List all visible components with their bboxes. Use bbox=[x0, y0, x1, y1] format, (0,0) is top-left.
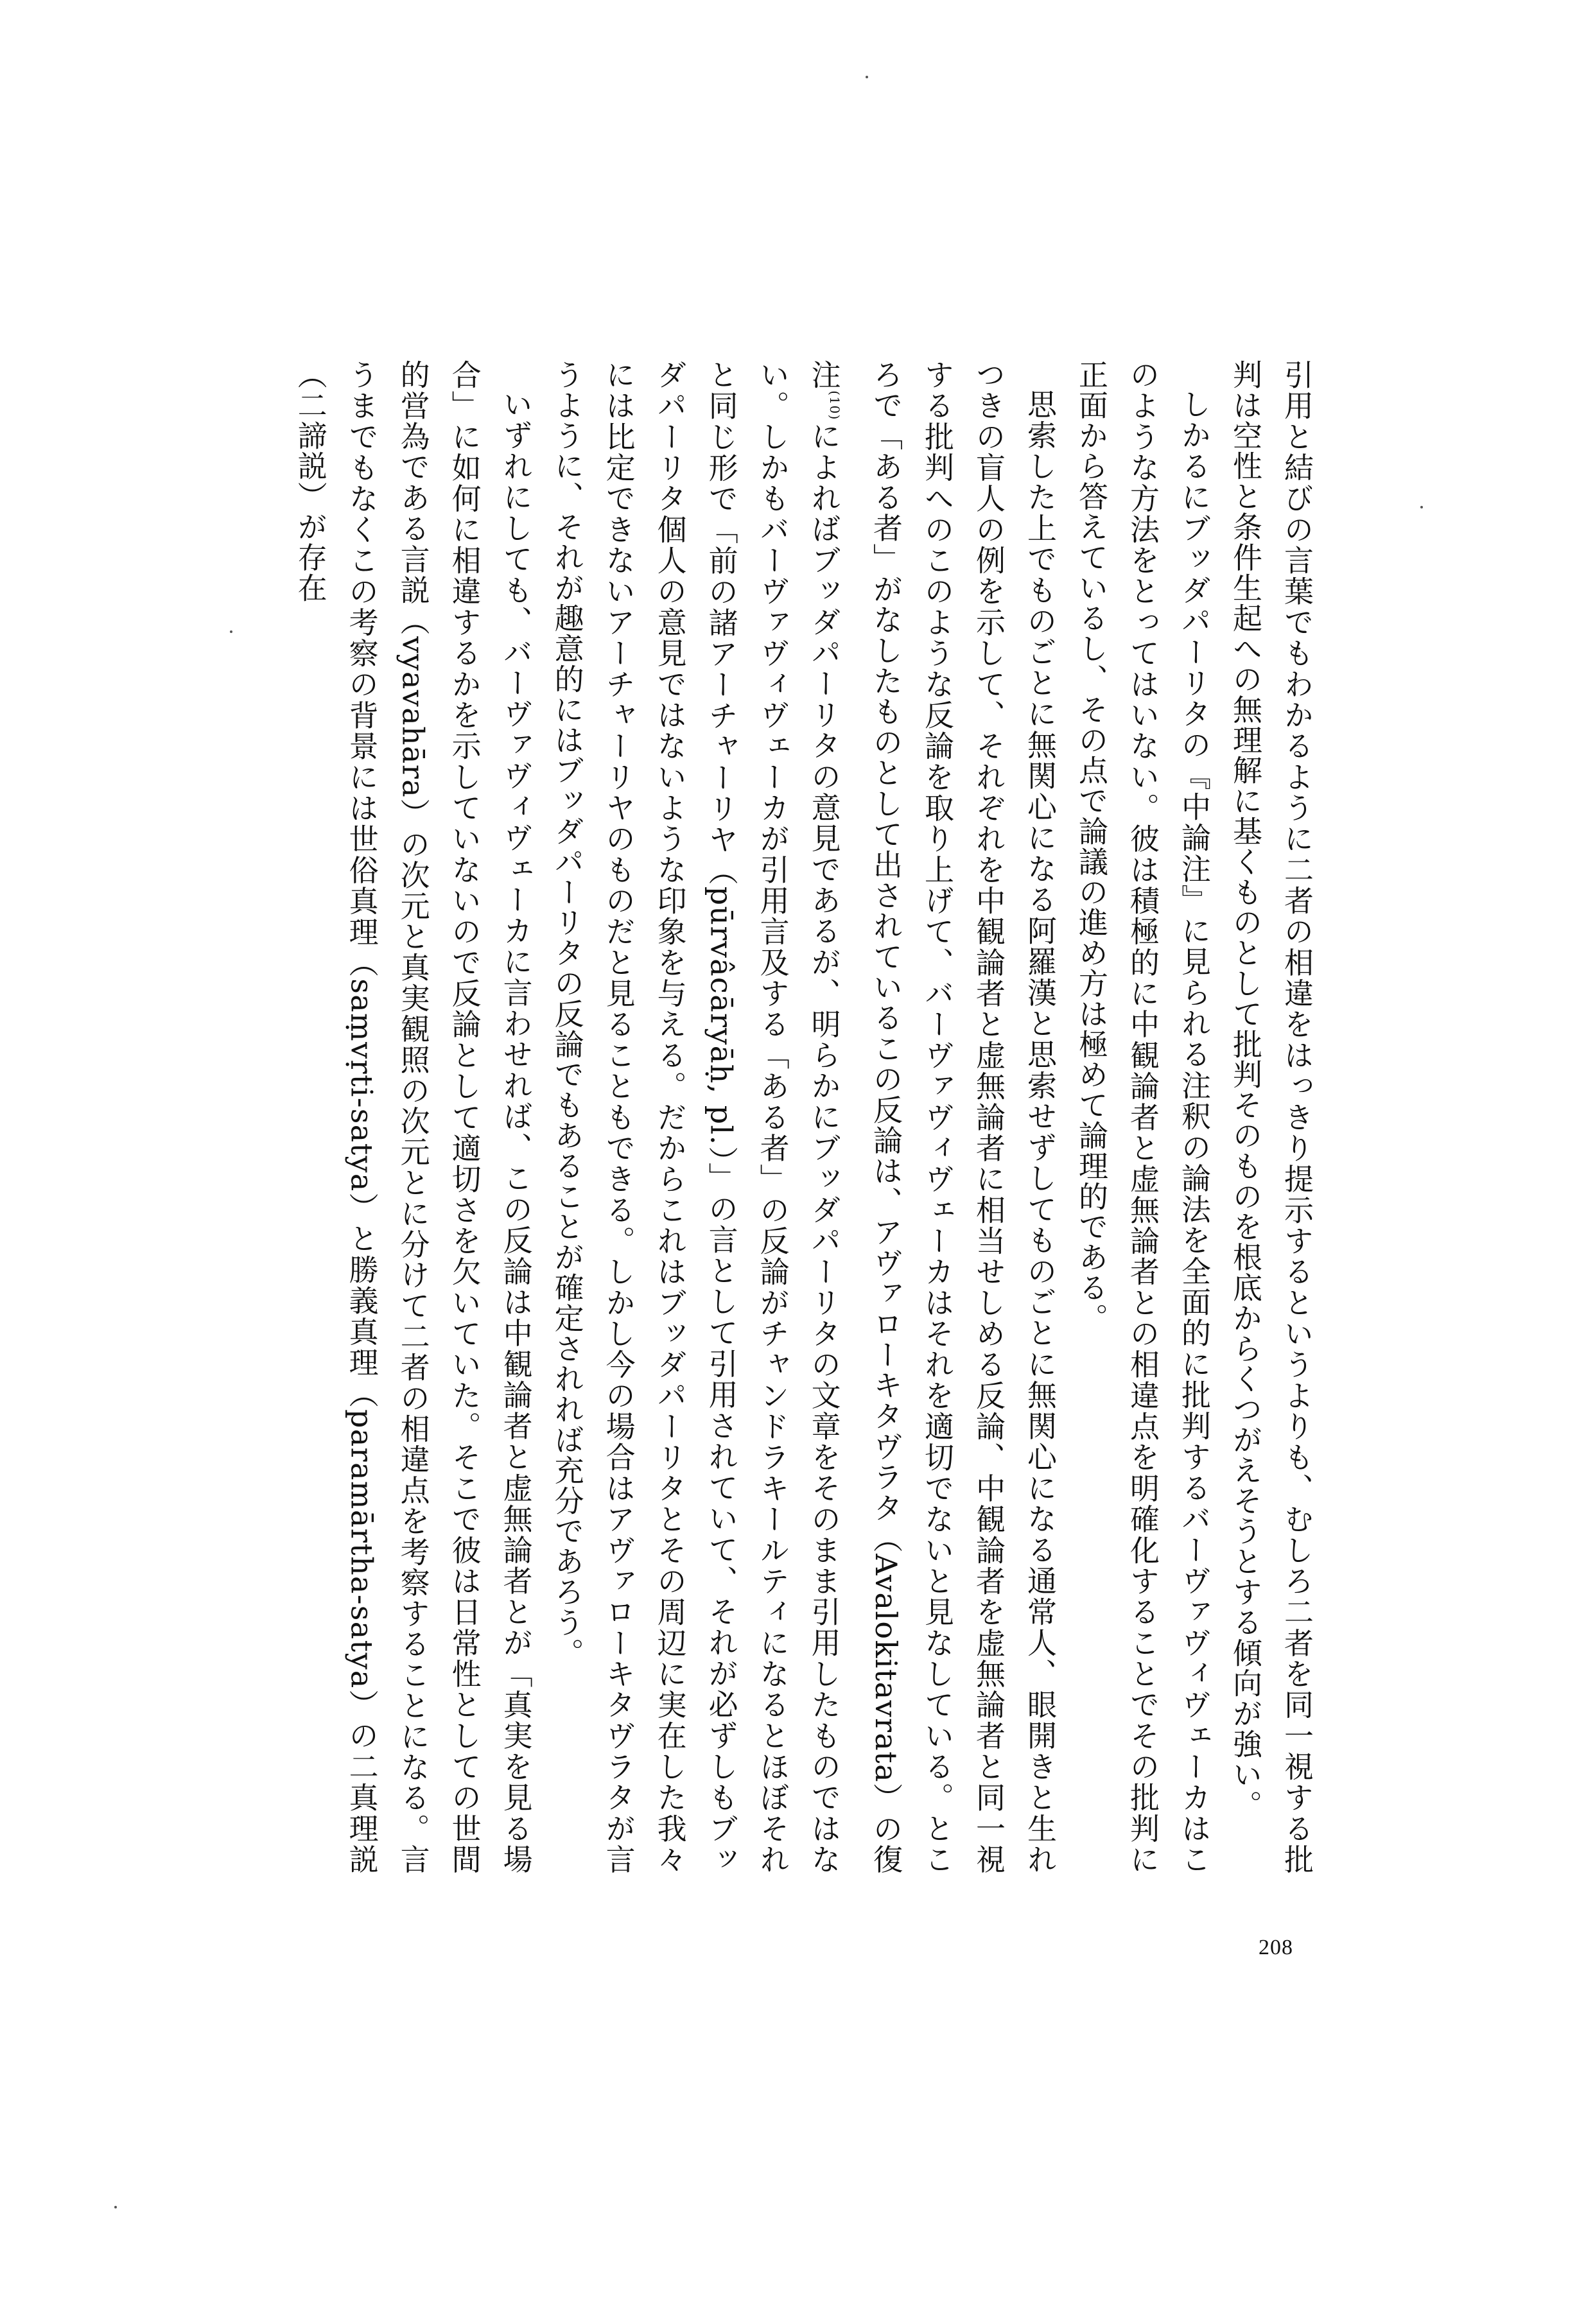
paragraph-3-text-after-note: によればブッダパーリタの意見であるが、明らかにブッダパーリタの文章をそのまま引用したものではない。しかもバーヴァヴィヴェーカが引用言及する「ある者」の反論がチャンドラキールティになるとほぼそれと同じ形で「前の諸アーチャーリヤ（pūrvâcāryāḥ, pl.）」の言として引用されていて、それが必ずしもブッダパーリタ個人の意見ではないような印象を与える。だからこれはブッダパーリタとその周辺に実在した我々には比定できないアーチャーリヤのものだと見ることもできる。しかし今の場合はアヴァローキタヴラタが言うように、それが趣意的にはブッダパーリタの反論でもあることが確定されれば充分であろう。 bbox=[550, 360, 842, 1875]
scan-speck bbox=[866, 76, 868, 78]
scan-speck bbox=[114, 2206, 117, 2208]
paragraph-4-text: いずれにしても、バーヴァヴィヴェーカに言わせれば、この反論は中観論者と虚無論者とが「真実を見る場合」に如何に相違するかを示していないので反論として適切さを欠いていた。そこで彼は日常性としての世間的営為である言説（vyavahāra）の次元と真実観照の次元とに分けて二者の相違点を考察することになる。言うまでもなくこの考察の背景には世俗真理（saṃvṛti-satya）と勝義真理（paramārtha-satya）の二真理説（二諦説）が存在 bbox=[293, 360, 534, 1875]
scan-speck bbox=[230, 630, 232, 633]
paragraph-4 bbox=[285, 360, 542, 1875]
paragraph-1 bbox=[1220, 360, 1323, 1875]
vertical-text-block bbox=[257, 360, 1323, 1875]
scan-speck bbox=[1420, 506, 1423, 508]
page-number: 208 bbox=[1259, 1936, 1293, 1959]
paragraph-3-text-before-note: 思索した上でものごとに無関心になる阿羅漢と思索せずしてものごとに無関心になる通常人、眼開きと生れつきの盲人の例を示して、それぞれを中観論者と虚無論者に相当せしめる反論、中観論者を虚無論者と同一視する批判へのこのような反論を取り上げて、バーヴァヴィヴェーカはそれを適切でないと見なしている。ところで「ある者」がなしたものとして出されているこの反論は、アヴァローキタヴラタ（Avalokitavrata）の復注 bbox=[806, 360, 1058, 1875]
paragraph-1-text: 引用と結びの言葉でもわかるように二者の相違をはっきり提示するというよりも、むしろ二者を同一視する批判は空性と条件生起への無理解に基くものとして批判そのものを根底からくつがえそうとする傾向が強い。 bbox=[1228, 360, 1314, 1875]
paragraph-2-text: しかるにブッダパーリタの『中論注』に見られる注釈の論法を全面的に批判するバーヴァヴィヴェーカはこのような方法をとってはいない。彼は積極的に中観論者と虚無論者との相違点を明確化することでその批判に正面から答えているし、その点で論議の進め方は極めて論理的である。 bbox=[1074, 360, 1212, 1875]
paragraph-3 bbox=[542, 360, 1066, 1875]
footnote-reference: (10) bbox=[827, 390, 842, 421]
paragraph-2 bbox=[1066, 360, 1220, 1875]
